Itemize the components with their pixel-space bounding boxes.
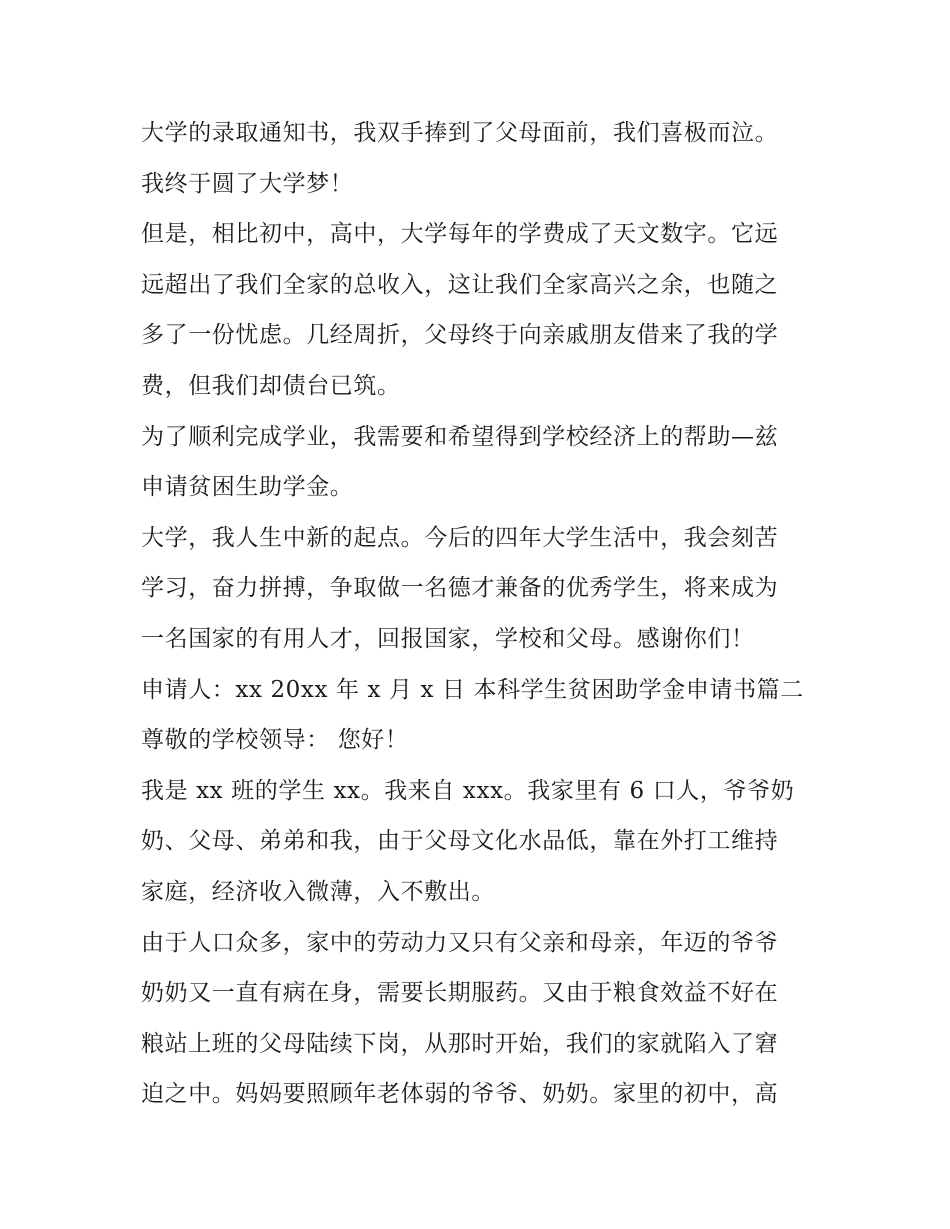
text-line: 我是 xx 班的学生 xx。我来自 xxx。我家里有 6 口人，爷爷奶 — [141, 777, 795, 804]
text-line: 申请人：xx 20xx 年 x 月 x 日 本科学生贫困助学金申请书篇二 — [141, 676, 804, 703]
text-line: 迫之中。妈妈要照顾年老体弱的爷爷、奶奶。家里的初中，高 — [141, 1081, 779, 1108]
text-line: 但是，相比初中，高中，大学每年的学费成了天文数字。它远 — [141, 221, 779, 248]
paragraph-application-request — [141, 412, 821, 513]
text-line: 大学，我人生中新的起点。今后的四年大学生活中，我会刻苦 — [141, 524, 779, 551]
paragraph-tuition-burden — [141, 209, 821, 411]
paragraph-admission-letter — [141, 108, 821, 209]
text-line: 申请贫困生助学金。 — [141, 474, 354, 501]
text-line: 我终于圆了大学梦！ — [141, 170, 354, 197]
paragraph-salutation — [141, 715, 821, 766]
text-line: 粮站上班的父母陆续下岗，从那时开始，我们的家就陷入了窘 — [141, 1030, 779, 1057]
document-body — [141, 108, 821, 1120]
text-line: 多了一份忧虑。几经周折，父母终于向亲戚朋友借来了我的学 — [141, 322, 779, 349]
text-line: 大学的录取通知书，我双手捧到了父母面前，我们喜极而泣。 — [141, 120, 779, 146]
paragraph-future-plans — [141, 513, 821, 665]
text-line: 尊敬的学校领导： 您好！ — [141, 727, 409, 754]
text-line: 家庭，经济收入微薄，入不敷出。 — [141, 878, 495, 905]
text-line: 学习，奋力拼搏，争取做一名德才兼备的优秀学生，将来成为 — [141, 575, 779, 602]
text-line: 为了顺利完成学业，我需要和希望得到学校经济上的帮助—兹 — [141, 423, 779, 450]
paragraph-family-hardship — [141, 918, 821, 1120]
text-line: 一名国家的有用人才，回报国家，学校和父母。感谢你们！ — [141, 625, 755, 652]
text-line: 奶奶又一直有病在身，需要长期服药。又由于粮食效益不好在 — [141, 980, 779, 1007]
paragraph-self-introduction — [141, 766, 821, 918]
text-line: 远超出了我们全家的总收入，这让我们全家高兴之余，也随之 — [141, 271, 779, 298]
text-line: 奶、父母、弟弟和我，由于父母文化水品低，靠在外打工维持 — [141, 828, 779, 855]
text-line: 费，但我们却债台已筑。 — [141, 372, 401, 399]
paragraph-applicant-signature — [141, 665, 821, 716]
text-line: 由于人口众多，家中的劳动力又只有父亲和母亲，年迈的爷爷 — [141, 929, 779, 956]
